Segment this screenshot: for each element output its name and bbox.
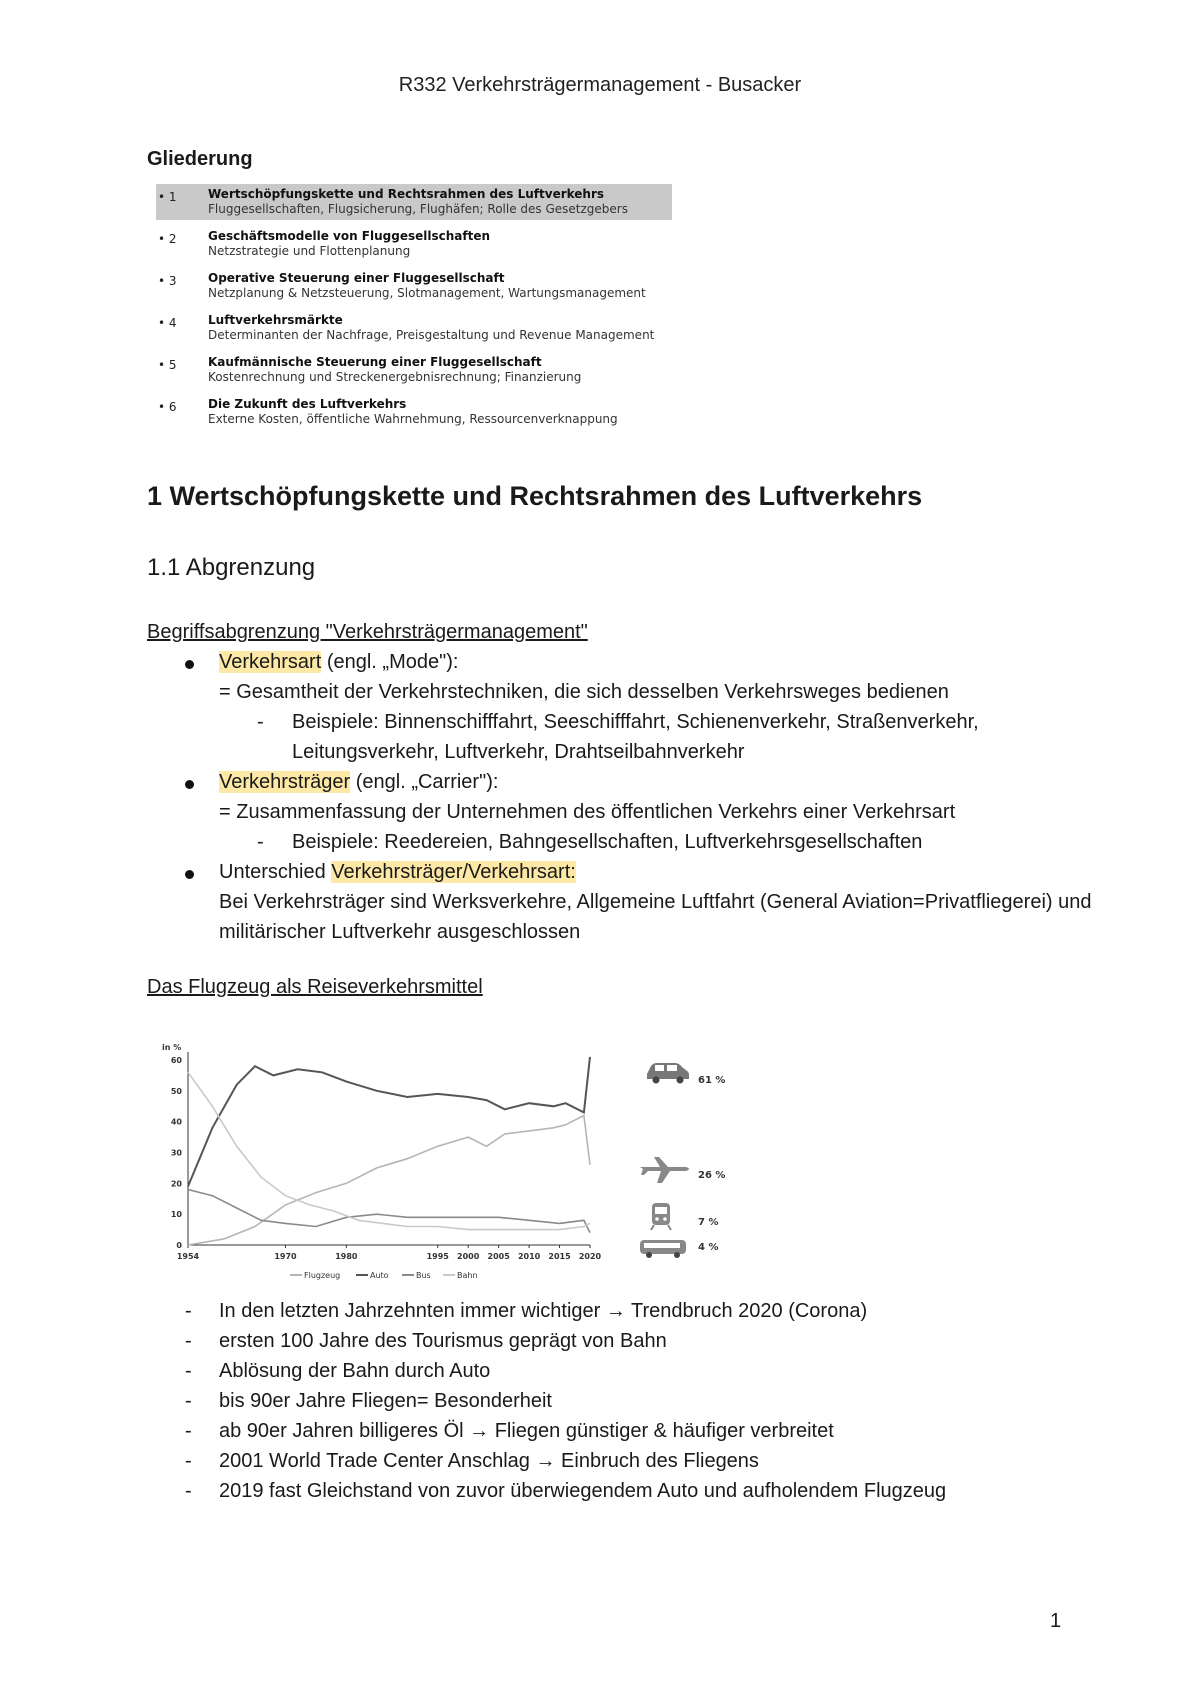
x-tick-label: 1970 <box>274 1252 297 1261</box>
list-item-text: ersten 100 Jahre des Tourismus geprägt von Bahn <box>219 1330 667 1352</box>
bullet-dot <box>185 870 194 879</box>
bus-icon <box>640 1240 686 1258</box>
dash-marker: - <box>185 1390 192 1412</box>
modal-split-chart <box>160 1040 750 1295</box>
list-item <box>147 1476 1107 1506</box>
list-item-text: Ablösung der Bahn durch Auto <box>219 1360 491 1382</box>
airplane-icon <box>640 1157 689 1183</box>
toc-item <box>156 226 672 262</box>
toc-item-title: Die Zukunft des Luftverkehrs <box>208 397 407 411</box>
train-icon <box>651 1203 671 1230</box>
series-line-bahn <box>188 1072 590 1229</box>
toc-item-subtitle: Determinanten der Nachfrage, Preisgestaltung und Revenue Management <box>208 328 655 342</box>
dash-marker: - <box>185 1480 192 1502</box>
toc-item-title: Geschäftsmodelle von Fluggesellschaften <box>208 229 491 243</box>
list-item <box>147 1296 1107 1326</box>
end-label-flugzeug: 26 % <box>698 1170 726 1181</box>
begriff-title: Begriffsabgrenzung "Verkehrsträgermanagement" <box>147 621 588 643</box>
list-item <box>147 1356 1107 1386</box>
list-item <box>147 767 1107 797</box>
toc-item-title: Kaufmännische Steuerung einer Fluggesellschaft <box>208 355 542 369</box>
legend-label: Auto <box>370 1271 389 1280</box>
y-tick-label: 20 <box>170 1179 182 1189</box>
list-item-text: ab 90er Jahren billigeres Öl → Fliegen günstiger & häufiger verbreitet <box>219 1420 834 1442</box>
list-item-text: bis 90er Jahre Fliegen= Besonderheit <box>219 1390 552 1412</box>
y-tick-label: 30 <box>170 1148 182 1158</box>
example-text: Beispiele: Binnenschifffahrt, Seeschifffahrt, Schienenverkehr, Straßenverkehr, Leitungsverkehr, Luftverkehr, Drahtseilbahnverkehr <box>292 711 979 763</box>
term-lead: Unterschied <box>219 861 332 883</box>
list-item <box>147 647 1107 677</box>
car-icon <box>647 1063 689 1084</box>
highlighted-term: Verkehrsart <box>219 651 322 673</box>
toc-item-subtitle: Kostenrechnung und Streckenergebnisrechnung; Finanzierung <box>208 370 582 384</box>
x-tick-label: 2020 <box>578 1252 602 1261</box>
toc-bullet: • 1 <box>158 190 177 204</box>
toc-item <box>156 310 672 346</box>
chart-axes <box>162 1043 602 1261</box>
dash-marker: - <box>185 1420 192 1442</box>
page-number: 1 <box>1050 1610 1062 1632</box>
example-item <box>147 707 1107 767</box>
definition: Bei Verkehrsträger sind Werksverkehre, Allgemeine Luftfahrt (General Aviation=Privatfliegerei) und militärischer Luftverkehr ausgeschlossen <box>219 891 1092 943</box>
chart-svg <box>160 1040 750 1295</box>
y-tick-label: 50 <box>170 1086 182 1096</box>
toc-item-subtitle: Netzstrategie und Flottenplanung <box>208 244 411 258</box>
toc-bullet: • 5 <box>158 358 177 372</box>
dash-marker: - <box>257 831 264 853</box>
gliederung-title: Gliederung <box>147 148 253 170</box>
end-label-bahn: 7 % <box>698 1217 719 1228</box>
toc-item <box>156 184 672 220</box>
x-tick-label: 2010 <box>517 1252 541 1261</box>
list-item <box>147 1326 1107 1356</box>
highlighted-term: Verkehrsträger <box>219 771 351 793</box>
x-tick-label: 2005 <box>487 1252 510 1261</box>
x-tick-label: 1980 <box>335 1252 358 1261</box>
y-tick-label: 60 <box>170 1056 182 1065</box>
flugzeug-title: Das Flugzeug als Reiseverkehrsmittel <box>147 976 483 998</box>
end-label-bus: 4 % <box>698 1242 719 1253</box>
toc-item-title: Operative Steuerung einer Fluggesellschaft <box>208 271 505 285</box>
highlighted-term: Verkehrsträger/Verkehrsart: <box>331 861 576 883</box>
toc-bullet: • 2 <box>158 232 177 246</box>
y-tick-label: 40 <box>170 1117 182 1127</box>
end-label-auto: 61 % <box>698 1075 726 1086</box>
bullet-dot <box>185 780 194 789</box>
toc-bullet: • 3 <box>158 274 177 288</box>
toc-item <box>156 268 672 304</box>
series-line-auto <box>188 1057 590 1187</box>
toc-item-title: Luftverkehrsmärkte <box>208 313 343 327</box>
toc-item-subtitle: Externe Kosten, öffentliche Wahrnehmung, Ressourcenverknappung <box>208 412 618 426</box>
toc-bullet: • 4 <box>158 316 177 330</box>
example-text: Beispiele: Reedereien, Bahngesellschaften, Luftverkehrsgesellschaften <box>292 831 923 853</box>
toc-item <box>156 394 672 430</box>
list-item-text: In den letzten Jahrzehnten immer wichtiger → Trendbruch 2020 (Corona) <box>219 1300 868 1322</box>
x-tick-label: 1995 <box>426 1252 449 1261</box>
legend-label: Bahn <box>457 1271 478 1280</box>
toc-item-subtitle: Fluggesellschaften, Flugsicherung, Flughäfen; Rolle des Gesetzgebers <box>208 202 628 216</box>
y-tick-label: 10 <box>170 1210 182 1220</box>
definition: = Gesamtheit der Verkehrstechniken, die sich desselben Verkehrsweges bedienen <box>219 681 949 703</box>
list-item <box>147 1446 1107 1476</box>
bullet-dot <box>185 660 194 669</box>
chart-legend <box>290 1271 478 1280</box>
toc-item-subtitle: Netzplanung & Netzsteuerung, Slotmanagement, Wartungsmanagement <box>208 286 646 300</box>
section-heading: 1 Wertschöpfungskette und Rechtsrahmen des Luftverkehrs <box>147 481 923 511</box>
term-rest: (engl. „Mode"): <box>321 651 459 673</box>
y-tick-label: 0 <box>176 1241 182 1250</box>
observations-list <box>147 1296 1107 1506</box>
list-item <box>147 1386 1107 1416</box>
y-axis-label: in % <box>162 1043 182 1052</box>
chart-lines <box>188 1057 590 1245</box>
dash-marker: - <box>257 711 264 733</box>
dash-marker: - <box>185 1360 192 1382</box>
list-item <box>147 857 1107 887</box>
example-item <box>147 827 1107 857</box>
dash-marker: - <box>185 1450 192 1472</box>
toc-bullet: • 6 <box>158 400 177 414</box>
definition: = Zusammenfassung der Unternehmen des öffentlichen Verkehrs einer Verkehrsart <box>219 801 956 823</box>
table-of-contents <box>156 184 672 436</box>
toc-item-title: Wertschöpfungskette und Rechtsrahmen des Luftverkehrs <box>208 187 605 201</box>
legend-label: Flugzeug <box>304 1271 341 1280</box>
series-line-bus <box>188 1190 590 1233</box>
x-tick-label: 1954 <box>176 1252 200 1261</box>
x-tick-label: 2015 <box>548 1252 571 1261</box>
chart-end-labels <box>698 1075 725 1253</box>
dash-marker: - <box>185 1330 192 1352</box>
list-item-text: 2001 World Trade Center Anschlag → Einbruch des Fliegens <box>219 1450 759 1472</box>
term-rest: (engl. „Carrier"): <box>350 771 499 793</box>
toc-item <box>156 352 672 388</box>
dash-marker: - <box>185 1300 192 1322</box>
begriffsabgrenzung-section <box>147 617 1107 947</box>
page-header: R332 Verkehrsträgermanagement - Busacker <box>398 74 802 96</box>
list-item <box>147 1416 1107 1446</box>
list-item-text: 2019 fast Gleichstand von zuvor überwiegendem Auto und aufholendem Flugzeug <box>219 1480 947 1502</box>
x-tick-label: 2000 <box>457 1252 480 1261</box>
legend-label: Bus <box>416 1271 431 1280</box>
subsection-heading: 1.1 Abgrenzung <box>147 554 316 581</box>
series-line-flugzeug <box>188 1116 590 1246</box>
